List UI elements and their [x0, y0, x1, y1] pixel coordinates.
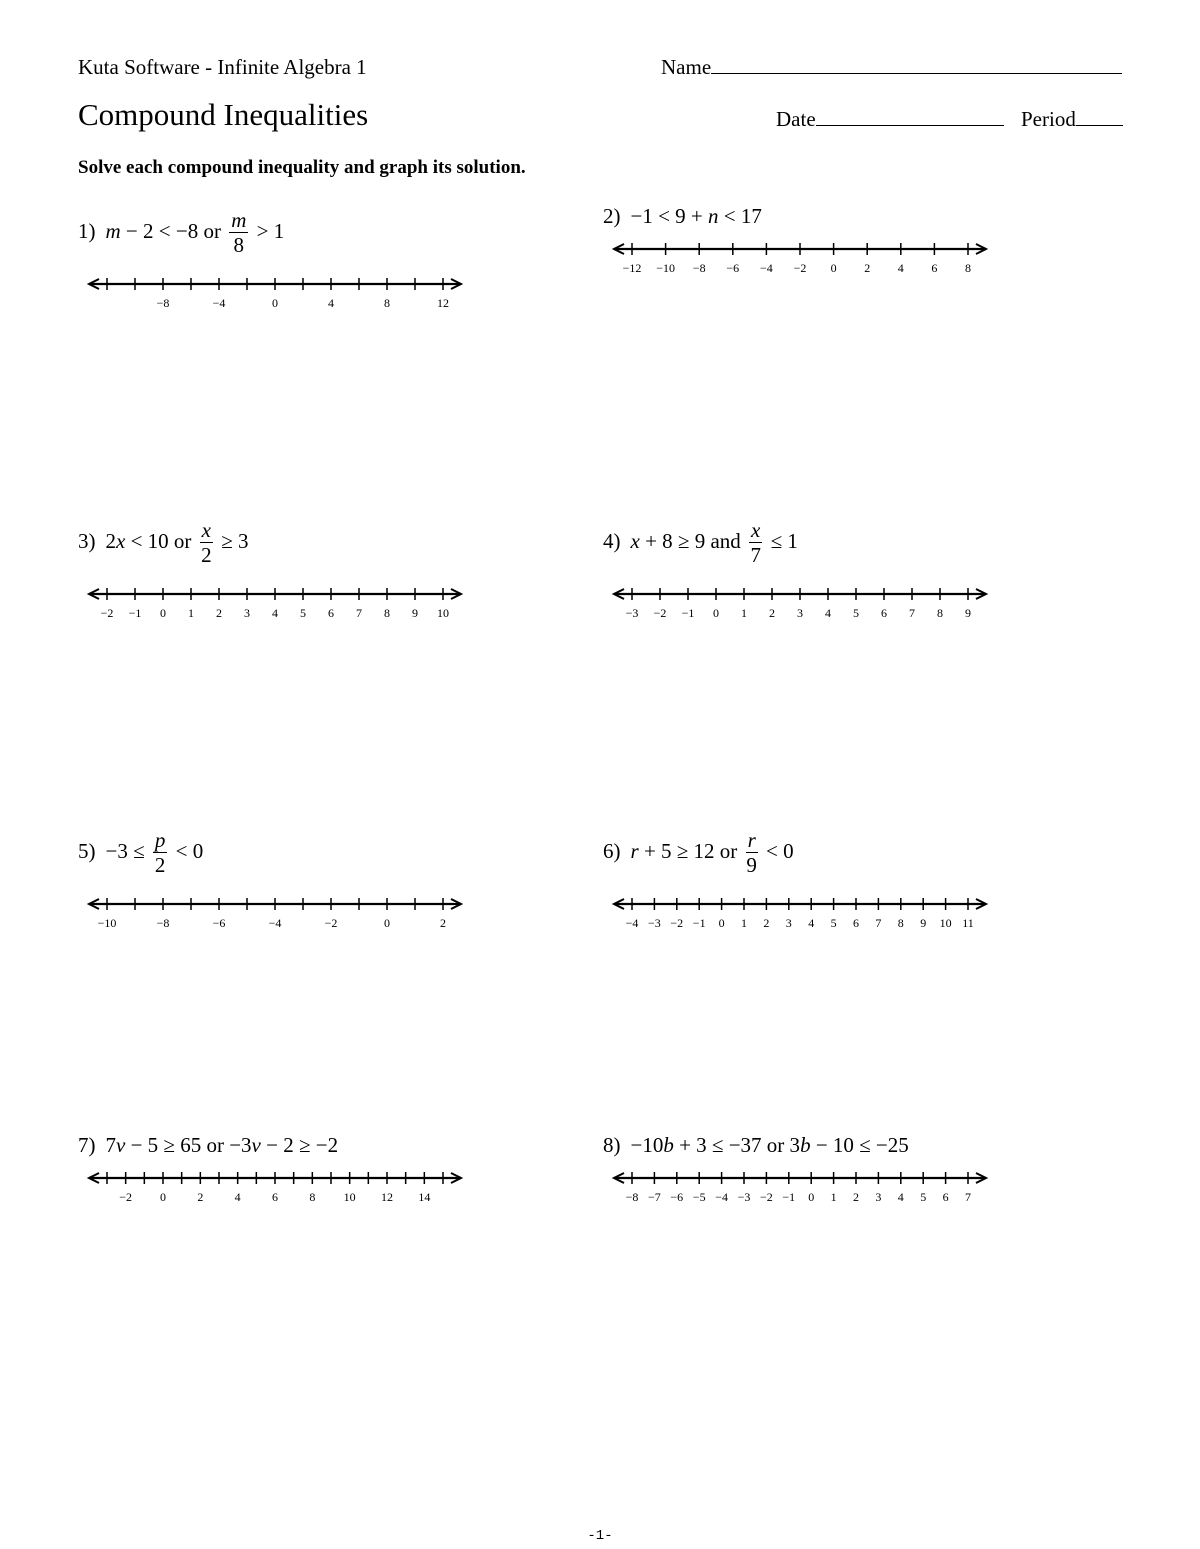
tick-label: 3: [797, 606, 803, 620]
tick-label: 4: [808, 916, 815, 930]
tick-label: −1: [681, 606, 695, 620]
tick-label: 4: [897, 1190, 904, 1204]
tick-label: 0: [713, 606, 719, 620]
problem-number: 1): [78, 218, 96, 243]
tick-label: −8: [625, 1190, 639, 1204]
name-blank[interactable]: [711, 55, 1122, 74]
tick-label: −1: [128, 606, 142, 620]
tick-label: 0: [830, 261, 837, 275]
publisher-label: Kuta Software - Infinite Algebra 1: [78, 55, 367, 79]
tick-label: 2: [197, 1190, 204, 1204]
tick-label: −2: [324, 916, 338, 930]
tick-label: 5: [920, 1190, 927, 1204]
problem-4: 4) x + 8 ≥ 9 and $\frac{x}{7}$ ≤ 1: [603, 518, 798, 567]
tick-label: 0: [718, 916, 725, 930]
tick-label: −4: [760, 261, 773, 275]
tick-label: 8: [384, 606, 390, 620]
name-field[interactable]: [661, 55, 1122, 80]
tick-label: 1: [830, 1190, 837, 1204]
instructions: Solve each compound inequality and graph its solution.: [78, 157, 526, 178]
tick-label: 8: [384, 296, 390, 310]
tick-label: 2: [853, 1190, 859, 1204]
number-line-5[interactable]: [85, 895, 465, 935]
tick-label: 6: [272, 1190, 278, 1204]
tick-label: 10: [343, 1190, 356, 1204]
fraction: $\frac{m}{8}$: [231, 208, 247, 257]
tick-label: −10: [656, 261, 675, 275]
tick-label: −4: [268, 916, 282, 930]
date-blank[interactable]: [816, 107, 1004, 126]
tick-label: 2: [769, 606, 775, 620]
tick-label: 7: [875, 916, 882, 930]
tick-label: 5: [853, 606, 859, 620]
tick-label: 1: [741, 916, 747, 930]
tick-label: −6: [726, 261, 740, 275]
tick-label: 4: [897, 261, 904, 275]
problem-number: 7): [78, 1133, 96, 1157]
tick-label: 1: [741, 606, 747, 620]
name-label: Name: [661, 55, 712, 79]
tick-label: 7: [965, 1190, 971, 1204]
page-number: -1-: [587, 1528, 613, 1544]
tick-label: 6: [328, 606, 334, 620]
tick-label: −2: [119, 1190, 133, 1204]
tick-label: 5: [830, 916, 837, 930]
tick-label: −2: [653, 606, 667, 620]
tick-label: 4: [234, 1190, 241, 1204]
problem-3: 3) 2x < 10 or $\frac{x}{2}$ ≥ 3: [78, 518, 249, 567]
tick-label: 8: [309, 1190, 316, 1204]
number-line-2[interactable]: [610, 240, 990, 280]
tick-label: 11: [962, 916, 974, 930]
date-label: Date: [776, 107, 816, 131]
tick-label: 0: [272, 296, 278, 310]
number-line-6[interactable]: [610, 895, 990, 935]
tick-label: −2: [793, 261, 807, 275]
problem-number: 8): [603, 1133, 621, 1157]
tick-label: 0: [160, 606, 166, 620]
tick-label: 0: [384, 916, 390, 930]
problem-number: 2): [603, 204, 621, 228]
tick-label: −5: [692, 1190, 706, 1204]
tick-label: −8: [156, 296, 170, 310]
fraction: $\frac{p}{2}$: [154, 828, 166, 877]
fraction: $\frac{x}{7}$: [750, 518, 761, 567]
tick-label: −3: [625, 606, 639, 620]
problem-8: 8) −10b + 3 ≤ −37 or 3b − 10 ≤ −25: [603, 1133, 909, 1157]
tick-label: 6: [853, 916, 859, 930]
problem-2: 2) −1 < 9 + n < 17: [603, 204, 762, 228]
problem-5: 5) −3 ≤ $\frac{p}{2}$ < 0: [78, 828, 204, 877]
tick-label: 0: [808, 1190, 815, 1204]
tick-label: −10: [97, 916, 117, 930]
problem-1: 1) m − 2 < −8 or $\frac{m}{8}$ > 1: [78, 208, 285, 257]
tick-label: 14: [418, 1190, 431, 1204]
tick-label: 3: [785, 916, 792, 930]
problem-number: 5): [78, 838, 96, 863]
number-line-3[interactable]: [85, 585, 465, 625]
tick-label: 2: [440, 916, 446, 930]
tick-label: −8: [156, 916, 170, 930]
tick-label: 8: [937, 606, 943, 620]
tick-label: 9: [965, 606, 971, 620]
tick-label: −4: [625, 916, 639, 930]
problem-6: 6) r + 5 ≥ 12 or $\frac{r}{9}$ < 0: [603, 828, 794, 877]
problem-7: 7) 7v − 5 ≥ 65 or −3v − 2 ≥ −2: [78, 1133, 339, 1157]
tick-label: 9: [412, 606, 418, 620]
tick-label: 1: [188, 606, 194, 620]
tick-label: −3: [737, 1190, 751, 1204]
tick-label: −3: [648, 916, 661, 930]
tick-label: 3: [875, 1190, 882, 1204]
page-title: Compound Inequalities: [78, 97, 369, 132]
problem-number: 3): [78, 528, 96, 553]
tick-label: 2: [763, 916, 770, 930]
tick-label: 3: [244, 606, 250, 620]
number-line-7[interactable]: [85, 1169, 465, 1209]
tick-label: 12: [437, 296, 449, 310]
tick-label: −8: [692, 261, 706, 275]
tick-label: −7: [648, 1190, 661, 1204]
tick-label: 10: [437, 606, 449, 620]
number-line-1[interactable]: [85, 275, 465, 315]
tick-label: 4: [328, 296, 334, 310]
problem-number: 6): [603, 838, 621, 863]
problem-number: 4): [603, 528, 621, 553]
tick-label: 2: [864, 261, 871, 275]
tick-label: 7: [356, 606, 362, 620]
tick-label: −4: [212, 296, 226, 310]
tick-label: 6: [942, 1190, 949, 1204]
fraction: $\frac{r}{9}$: [746, 828, 757, 877]
number-line-4[interactable]: [610, 585, 990, 625]
period-blank[interactable]: [1076, 107, 1123, 126]
tick-label: 6: [881, 606, 887, 620]
fraction: $\frac{x}{2}$: [201, 518, 212, 567]
date-field[interactable]: [776, 107, 1004, 132]
tick-label: 8: [897, 916, 904, 930]
tick-label: 6: [931, 261, 938, 275]
tick-label: 9: [920, 916, 927, 930]
tick-label: −4: [715, 1190, 728, 1204]
tick-label: −2: [760, 1190, 773, 1204]
tick-label: 10: [939, 916, 952, 930]
tick-label: −1: [692, 916, 706, 930]
tick-label: 7: [909, 606, 915, 620]
tick-label: −2: [100, 606, 114, 620]
tick-label: 4: [825, 606, 831, 620]
tick-label: 4: [272, 606, 278, 620]
tick-label: −12: [622, 261, 642, 275]
tick-label: 12: [381, 1190, 393, 1204]
tick-label: 5: [300, 606, 306, 620]
tick-label: 8: [965, 261, 971, 275]
number-line-8[interactable]: [610, 1169, 990, 1209]
tick-label: −1: [782, 1190, 796, 1204]
tick-label: 0: [160, 1190, 166, 1204]
tick-label: −6: [670, 1190, 684, 1204]
period-label: Period: [1021, 107, 1076, 131]
tick-label: 2: [216, 606, 222, 620]
tick-label: −6: [212, 916, 226, 930]
tick-label: −2: [670, 916, 684, 930]
period-field[interactable]: [1021, 107, 1123, 132]
